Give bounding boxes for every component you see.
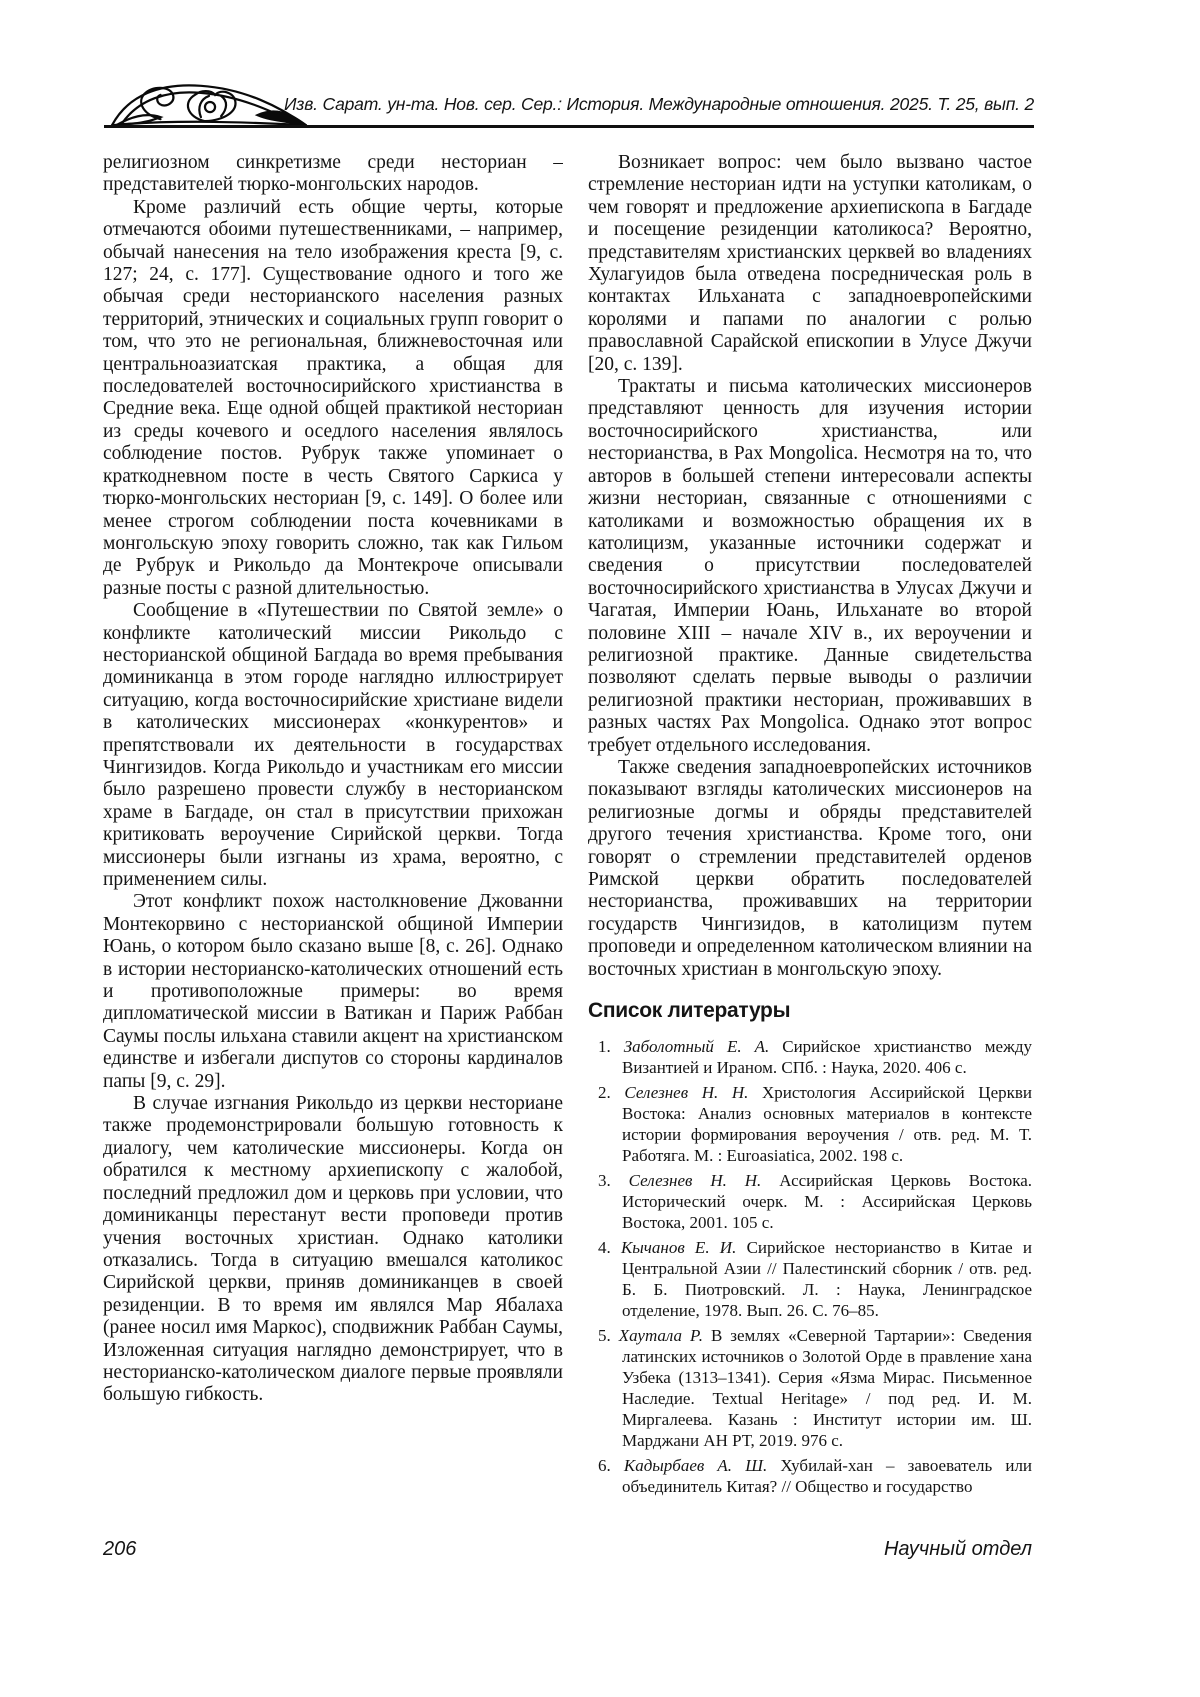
- reference-item: [588, 1170, 1032, 1233]
- reference-author: Заболотный Е. А.: [623, 1037, 770, 1057]
- reference-item: [588, 1082, 1032, 1166]
- footer-section-label: Научный отдел: [883, 1538, 1032, 1560]
- header-rule: [104, 125, 1034, 128]
- body-paragraph: Этот конфликт похож настолкновение Джованни Монтекорвино с несторианской общиной Империи Юань, о котором было сказано выше [8, с. 26]. Однако в истории несторианско-католических отношений есть и противоположные примеры: во время дипломатической миссии в Ватикан и Париж Раббан Саумы послы ильхана ставили акцент на христианском единстве и избегали диспутов со стороны кардиналов папы [9, с. 29].: [103, 891, 563, 1092]
- reference-number: 5.: [598, 1326, 611, 1346]
- reference-text: В землях «Северной Тартарии»: Сведения латинских источников о Золотой Орде в правление хана Узбека (1313–1341). Серия «Язма Мирас. Письменное Наследие. Textual Heritage» / под ред. И. М. Миргалеева. Казань : Институт истории им. Ш. Марджани АН РТ, 2019. 976 с.: [622, 1326, 1032, 1451]
- reference-text: Ассирийская Церковь Востока. Исторический очерк. М. : Ассирийская Церковь Востока, 2001. 105 с.: [622, 1171, 1032, 1233]
- body-paragraph: Сообщение в «Путешествии по Святой земле» о конфликте католический миссии Рикольдо с несторианской общиной Багдада во время пребывания доминиканца в этом городе наглядно иллюстрирует ситуацию, когда восточносирийские христиане видели в католических миссионерах «конкурентов» и препятствовали их деятельности в государствах Чингизидов. Когда Рикольдо и участникам его миссии было разрешено провести службу в несторианском храме в Багдаде, он стал в присутствии прихожан критиковать вероучение Сирийской церкви. Тогда миссионеры были изгнаны из храма, вероятно, с применением силы.: [103, 600, 563, 890]
- body-paragraph: Кроме различий есть общие черты, которые отмечаются обоими путешественниками, – например, обычай нанесения на тело изображения креста [9, с. 127; 24, с. 177]. Существование одного и того же обычая среди несторианского населения разных территорий, этнических и социальных групп говорит о том, что это не региональная, ближневосточная или центральноазиатская практика, а общая для последователей восточносирийского христианства в Средние века. Еще одной общей практикой несториан из среды кочевого и оседлого населения являлось соблюдение постов. Рубрук также упоминает о краткодневном посте в честь Святого Саркиса у тюрко-монгольских несториан [9, с. 149]. О более или менее строгом соблюдении поста кочевниками в монгольскую эпоху говорить сложно, так как Гильом де Рубрук и Рикольдо да Монтекроче описывали разные посты с разной длительностью.: [103, 196, 563, 599]
- body-paragraph: В случае изгнания Рикольдо из церкви несториане также продемонстрировали большую готовность к диалогу, чем католические миссионеры. Когда он обратился к местному архиепископу с жалобой, последний предложил дом и церковь при условии, что доминиканцы перестанут вести проповеди против учения восточных христиан. Однако католики отказались. Тогда в ситуацию вмешался католикос Сирийской церкви, приняв доминиканцев в своей резиденции. В то время им являлся Мар Ябалаха (ранее носил имя Маркос), сподвижник Раббан Саумы, Изложенная ситуация наглядно демонстрирует, что в несторианско-католическом диалоге первые проявляли большую гибкость.: [103, 1093, 563, 1406]
- reference-text: Сирийское несторианство в Китае и Центральной Азии // Палестинский сборник / отв. ред. Б. Б. Пиотровский. Л. : Наука, Ленинградское отделение, 1978. Вып. 26. С. 76–85.: [622, 1238, 1032, 1321]
- page-number: 206: [103, 1538, 137, 1560]
- page-footer: [103, 1538, 1032, 1561]
- art-nouveau-flourish-icon: [108, 80, 310, 128]
- reference-number: 3.: [598, 1171, 611, 1191]
- reference-author: Селезнев Н. Н.: [628, 1171, 762, 1191]
- reference-number: 2.: [598, 1083, 611, 1103]
- reference-text: Хубилай-хан – завоеватель или объединитель Китая? // Общество и государство: [622, 1456, 1032, 1497]
- body-paragraph: Также сведения западноевропейских источников показывают взгляды католических миссионеров на религиозные догмы и обряды представителей другого течения христианства. Кроме того, они говорят о стремлении представителей орденов Римской церкви обратить последователей несторианства, проживавших на территории государств Чингизидов, в католицизм путем проповеди и определенном католическом влиянии на восточных христиан в монгольскую эпоху.: [588, 756, 1032, 980]
- reference-author: Кычанов Е. И.: [620, 1238, 737, 1258]
- body-paragraph: Трактаты и письма католических миссионеров представляют ценность для изучения истории восточносирийского христианства, или несторианства, в Pax Mongolica. Несмотря на то, что авторов в большей степени интересовали аспекты жизни несториан, связанные с отношениями с католиками и возможностью обращения их в католицизм, указанные источники содержат и сведения о присутствии последователей восточносирийского христианства в Улусах Джучи и Чагатая, Империи Юань, Ильханате во второй половине XIII – начале XIV в., их вероучении и религиозной практике. Данные свидетельства позволяют сделать первые выводы о различии религиозной практики несториан, проживавших в разных частях Pax Mongolica. Однако этот вопрос требует отдельного исследования.: [588, 376, 1032, 756]
- reference-number: 4.: [598, 1238, 611, 1258]
- reference-author: Хаутала Р.: [618, 1326, 703, 1346]
- reference-author: Кадырбаев А. Ш.: [623, 1456, 768, 1476]
- references-heading: Список литературы: [588, 999, 791, 1023]
- body-paragraph: Возникает вопрос: чем было вызвано частое стремление несториан идти на уступки католикам, о чем говорят и предложение архиепископа в Багдаде и посещение резиденции католикоса? Вероятно, представителям христианских церквей во владениях Хулагуидов была отведена посредническая роль в контактах Ильханата с западноевропейскими королями и папами по аналогии с ролью православной Сарайской епископии в Улусе Джучи [20, с. 139].: [588, 152, 1032, 375]
- right-text-column: [588, 152, 1032, 1530]
- reference-item: [588, 1325, 1032, 1451]
- reference-text: Сирийское христианство между Византией и Ираном. СПб. : Наука, 2020. 406 с.: [622, 1037, 1032, 1078]
- journal-running-head: Изв. Сарат. ун-та. Нов. сер. Сер.: История. Международные отношения. 2025. Т. 25, вып. 2: [283, 94, 1034, 114]
- reference-item: [588, 1036, 1032, 1078]
- left-text-column: [103, 152, 563, 1530]
- reference-item: [588, 1237, 1032, 1321]
- reference-number: 6.: [598, 1456, 611, 1476]
- body-paragraph: религиозном синкретизме среди несториан – представителей тюрко-монгольских народов.: [103, 152, 563, 196]
- reference-number: 1.: [598, 1037, 611, 1057]
- reference-author: Селезнев Н. Н.: [624, 1083, 749, 1103]
- reference-text: Христология Ассирийской Церкви Востока: Анализ основных материалов в контексте истории формирования вероучения / отв. ред. М. Т. Работяга. М. : Euroasiatica, 2002. 198 с.: [622, 1083, 1032, 1166]
- reference-item: [588, 1455, 1032, 1497]
